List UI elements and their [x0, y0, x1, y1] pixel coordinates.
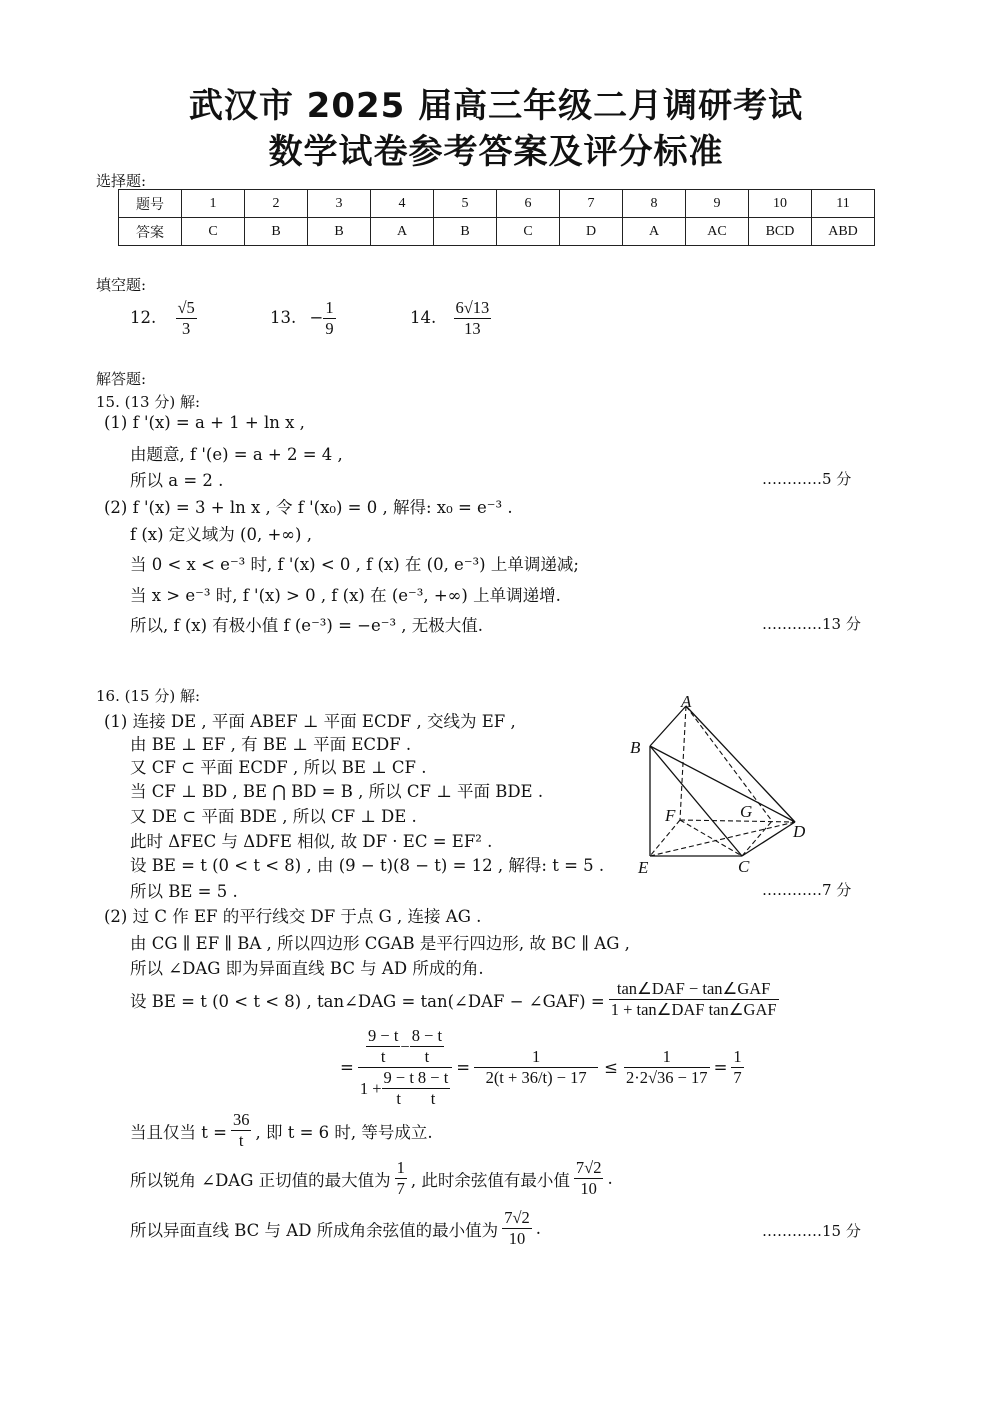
table-cell: C	[497, 218, 560, 246]
fraction-numerator: 1	[624, 1047, 710, 1068]
fraction-denominator: 3	[182, 319, 191, 338]
fraction-numerator: 1	[396, 1158, 405, 1177]
edge-FC	[680, 820, 742, 856]
point-label-C: C	[738, 857, 750, 876]
table-cell: 6	[497, 190, 560, 218]
fraction-numerator: 8 − t	[417, 1068, 449, 1087]
edge-FE	[650, 820, 680, 856]
title-line-1: 武汉市 2025 届高三年级二月调研考试	[188, 86, 804, 126]
fill-answer-13	[270, 298, 336, 339]
fraction-denominator: t	[424, 1047, 430, 1066]
compound-fraction	[358, 1026, 452, 1109]
line-text: , 即 t = 6 时, 等号成立.	[255, 1122, 433, 1142]
minus-sign: −	[309, 308, 324, 327]
fraction-numerator: tan∠DAF − tan∠GAF	[609, 979, 779, 1000]
table-cell: 8	[623, 190, 686, 218]
q-number: 14.	[410, 308, 437, 327]
table-cell: D	[560, 218, 623, 246]
table-cell: AC	[686, 218, 749, 246]
q-number: 12.	[130, 308, 157, 327]
score-marker: …………13 分	[762, 615, 861, 633]
fraction-denominator: 7	[733, 1068, 742, 1087]
less-equal-sign: ≤	[604, 1058, 618, 1077]
table-cell: C	[182, 218, 245, 246]
solve-label: 解答题:	[96, 370, 147, 388]
fraction-denominator: 2·2√36 − 17	[625, 1068, 708, 1087]
fill-answer-12	[130, 298, 197, 339]
row-head-answer: 答案	[119, 218, 182, 246]
point-label-G: G	[740, 802, 753, 821]
edge-CG	[742, 821, 772, 856]
table-cell: 4	[371, 190, 434, 218]
edge-FD	[680, 820, 795, 822]
q15-line: 所以, f (x) 有极小值 f (e⁻³) = −e⁻³ , 无极大值.	[130, 616, 484, 635]
q15-line: f (x) 定义域为 (0, +∞) ,	[130, 525, 312, 544]
q16-line: 当 CF ⊥ BD , BE ⋂ BD = B , 所以 CF ⊥ 平面 BDE .	[130, 782, 544, 801]
q16-max-tan-line	[130, 1158, 613, 1199]
score-marker: …………7 分	[762, 881, 852, 899]
score-marker: …………15 分	[762, 1222, 861, 1240]
table-cell: BCD	[749, 218, 812, 246]
q16-line: 由 CG ∥ EF ∥ BA , 所以四边形 CGAB 是平行四边形, 故 BC ∥ AG ,	[130, 934, 630, 953]
fill-answer-14	[410, 298, 491, 339]
row-head-number: 题号	[119, 190, 182, 218]
fraction-denominator: 1 + tan∠DAF tan∠GAF	[610, 1000, 777, 1019]
edge-ED	[650, 822, 795, 856]
point-label-B: B	[630, 738, 641, 757]
fraction-numerator: 9 − t	[368, 1026, 399, 1045]
fraction-numerator: 6√13	[455, 298, 490, 317]
line-text: 当且仅当 t =	[130, 1122, 227, 1142]
q15-head: 15. (13 分) 解:	[96, 393, 201, 411]
fraction-numerator: 7√2	[575, 1158, 602, 1177]
table-cell: 3	[308, 190, 371, 218]
fraction-denominator: 13	[464, 319, 481, 338]
equals-sign: =	[713, 1058, 728, 1077]
fraction-denominator: t	[430, 1089, 436, 1108]
point-label-F: F	[665, 806, 676, 825]
fraction-denominator: 2(t + 36/t) − 17	[485, 1068, 587, 1087]
q16-line: 所以 BE = 5 .	[130, 882, 238, 901]
table-cell: A	[623, 218, 686, 246]
fraction-denominator: 10	[508, 1229, 526, 1248]
table-cell: 5	[434, 190, 497, 218]
line-text: , 此时余弦值有最小值	[410, 1170, 570, 1190]
table-cell: A	[371, 218, 434, 246]
table-row-numbers	[119, 190, 875, 218]
fraction-numerator: 7√2	[504, 1208, 530, 1227]
fraction-denominator: t	[396, 1089, 401, 1108]
fraction-denominator: 7	[396, 1179, 405, 1198]
point-label-D: D	[793, 822, 806, 841]
table-cell: 2	[245, 190, 308, 218]
q16-line: (1) 连接 DE , 平面 ABEF ⊥ 平面 ECDF , 交线为 EF ,	[104, 712, 516, 731]
line-text: 所以锐角 ∠DAG 正切值的最大值为	[130, 1170, 391, 1190]
table-cell: B	[434, 218, 497, 246]
fraction-numerator: 36	[232, 1110, 250, 1129]
minus-sign: −	[400, 1036, 410, 1056]
q16-line: 所以 ∠DAG 即为异面直线 BC 与 AD 所成的角.	[130, 959, 484, 978]
q15-line: (1) f '(x) = a + 1 + ln x ,	[104, 413, 305, 432]
fraction-denominator: 9	[325, 319, 334, 338]
q-number: 13.	[270, 308, 297, 327]
q15-line: (2) f '(x) = 3 + ln x , 令 f '(x₀) = 0 , 解得: x₀ = e⁻³ .	[104, 498, 513, 517]
fill-label: 填空题:	[96, 276, 147, 294]
fraction-numerator: 9 − t	[383, 1068, 414, 1087]
table-cell: 11	[812, 190, 875, 218]
q16-head: 16. (15 分) 解:	[96, 687, 201, 705]
q16-line: 又 CF ⊂ 平面 ECDF , 所以 BE ⊥ CF .	[130, 758, 427, 777]
edge-AB	[650, 706, 686, 746]
title-line-2: 数学试卷参考答案及评分标准	[268, 132, 724, 172]
q15-line: 当 0 < x < e⁻³ 时, f '(x) < 0 , f (x) 在 (0, e⁻³) 上单调递减;	[130, 555, 579, 574]
edge-AF	[680, 706, 686, 820]
q16-line: 又 DE ⊂ 平面 BDE , 所以 CF ⊥ DE .	[130, 807, 417, 826]
edge-CD	[742, 822, 795, 856]
fraction-numerator: 8 − t	[411, 1026, 443, 1045]
line-text: 所以异面直线 BC 与 AD 所成角余弦值的最小值为	[130, 1220, 499, 1240]
fraction-denominator: t	[380, 1047, 386, 1066]
geometry-figure	[620, 690, 820, 880]
q16-equality-line	[130, 1110, 433, 1151]
fraction-numerator: 1	[325, 298, 334, 317]
q16-conclusion-line	[130, 1208, 541, 1249]
fraction-denominator: 10	[580, 1179, 597, 1198]
q15-line: 所以 a = 2 .	[130, 471, 224, 490]
fraction-numerator: √5	[177, 298, 195, 317]
table-cell: B	[308, 218, 371, 246]
q16-line: (2) 过 C 作 EF 的平行线交 DF 于点 G , 连接 AG .	[104, 907, 482, 926]
q15-line: 当 x > e⁻³ 时, f '(x) > 0 , f (x) 在 (e⁻³, +∞) 上单调递增.	[130, 586, 561, 605]
score-marker: …………5 分	[762, 470, 852, 488]
table-cell: ABD	[812, 218, 875, 246]
answer-table	[118, 189, 875, 246]
table-cell: 9	[686, 190, 749, 218]
formula-text: 设 BE = t (0 < t < 8) , tan∠DAG = tan(∠DAF − ∠GAF) =	[130, 991, 605, 1011]
q16-line: 此时 ΔFEC 与 ΔDFE 相似, 故 DF · EC = EF² .	[130, 832, 493, 851]
point-label-E: E	[638, 858, 649, 877]
line-text: .	[535, 1219, 541, 1238]
one-plus: 1 +	[359, 1078, 382, 1098]
table-cell: 1	[182, 190, 245, 218]
tan-formula-line	[130, 979, 779, 1020]
equals-sign: =	[340, 1058, 354, 1077]
q16-line: 设 BE = t (0 < t < 8) , 由 (9 − t)(8 − t) = 12 , 解得: t = 5 .	[130, 856, 605, 875]
q15-line: 由题意, f '(e) = a + 2 = 4 ,	[130, 445, 343, 464]
q16-line: 由 BE ⊥ EF , 有 BE ⊥ 平面 ECDF .	[130, 735, 412, 754]
tan-derivation-line	[340, 1026, 744, 1109]
table-cell: 10	[749, 190, 812, 218]
fraction-numerator: 1	[474, 1047, 598, 1068]
line-text: .	[607, 1169, 613, 1188]
equals-sign: =	[456, 1058, 471, 1077]
fraction-numerator: 1	[733, 1047, 742, 1066]
fraction-denominator: t	[238, 1131, 244, 1150]
table-cell: B	[245, 218, 308, 246]
table-row-answers	[119, 218, 875, 246]
table-cell: 7	[560, 190, 623, 218]
mc-label: 选择题:	[96, 172, 147, 190]
point-label-A: A	[681, 692, 692, 711]
